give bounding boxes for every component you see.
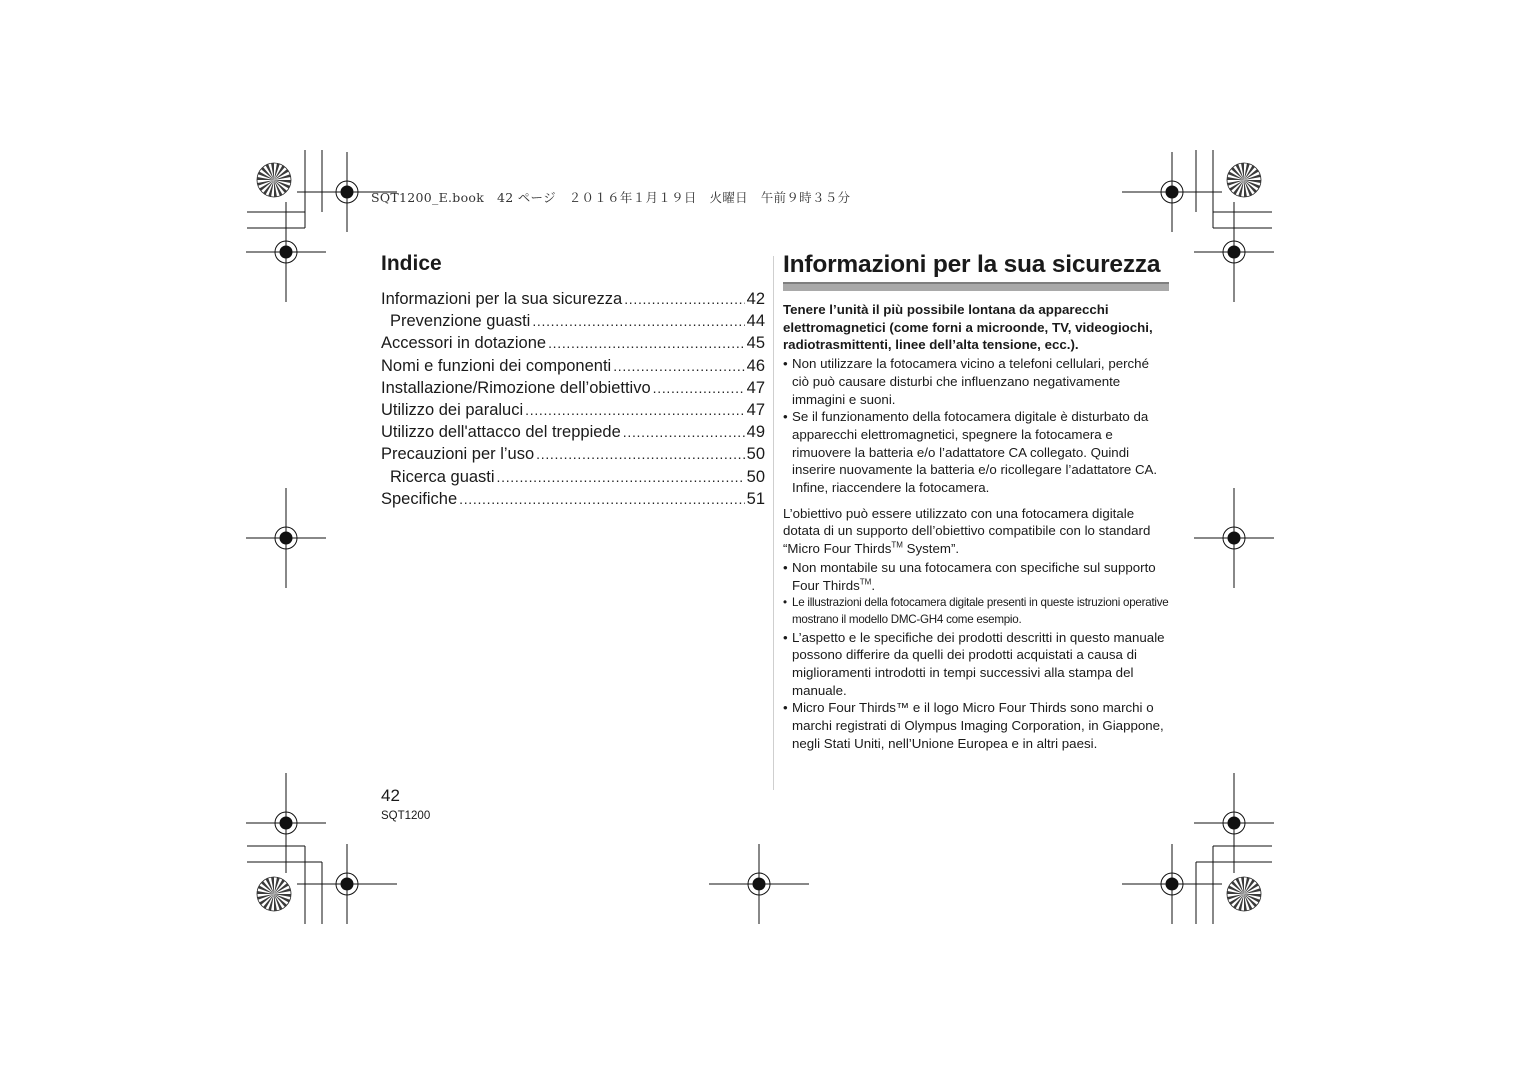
toc-entry-title: Nomi e funzioni dei componenti [381, 356, 612, 375]
toc-entry-page: 44 [746, 312, 765, 331]
bullet-item [783, 408, 1169, 497]
trademark-superscript: TM [891, 540, 903, 550]
bullet-text: Non utilizzare la fotocamera vicino a telefoni cellulari, perché ciò può causare disturbi che influenzano negativamente immagini e suoni. [792, 356, 1149, 407]
toc-entry-title: Precauzioni per l’uso [381, 445, 535, 464]
toc-heading: Indice [381, 252, 442, 275]
toc-entry[interactable] [381, 421, 765, 443]
toc-entry-page: 42 [746, 290, 765, 308]
toc-entry-title: Utilizzo dei paraluci [381, 400, 524, 419]
star-target [257, 877, 291, 911]
toc-entry[interactable] [381, 443, 765, 465]
toc-leader-dots [548, 332, 745, 354]
toc-entry-title: Installazione/Rimozione dell’obiettivo [381, 378, 651, 397]
toc-list [381, 288, 765, 510]
toc-leader-dots [613, 355, 744, 377]
document-code: SQT1200 [381, 810, 431, 822]
toc-entry[interactable] [381, 399, 765, 421]
bullet-text: Micro Four Thirds™ e il logo Micro Four Thirds sono marchi o marchi registrati di Olympus Imaging Corporation, in Giappone, negli Stati Uniti, nell’Unione Europea e in altri paesi. [792, 700, 1164, 751]
toc-entry[interactable] [381, 310, 765, 332]
heading-underline-bar [783, 282, 1169, 291]
safety-heading: Informazioni per la sua sicurezza [783, 251, 1161, 278]
toc-entry-page: 50 [746, 467, 765, 486]
registration-target [1194, 202, 1274, 302]
column-divider [773, 256, 774, 790]
bullet-dot: • [783, 700, 788, 716]
toc-leader-dots [623, 421, 745, 443]
toc-leader-dots [536, 443, 744, 465]
toc-entry[interactable] [381, 355, 765, 377]
bullet-text: L’aspetto e le specifiche dei prodotti descritti in questo manuale possono differire da quelli dei prodotti acquistati a causa di miglioramenti introdotti in tempi successivi alla stampa del manuale. [792, 629, 1165, 698]
registration-target [1122, 152, 1222, 232]
toc-entry-page: 50 [746, 445, 765, 464]
toc-entry-page: 46 [746, 356, 765, 375]
toc-entry-page: 51 [746, 489, 765, 508]
table-of-contents [381, 250, 765, 510]
star-target [257, 163, 291, 197]
toc-entry-title: Specifiche [381, 489, 458, 508]
bullet-dot: • [783, 559, 788, 575]
toc-leader-dots [497, 466, 745, 488]
registration-target [1194, 773, 1274, 873]
bullet-dot: • [783, 629, 788, 645]
page-number: 42 [381, 786, 400, 805]
bullet-dot: • [783, 409, 788, 425]
toc-entry-title: Ricerca guasti [390, 467, 495, 486]
toc-entry-page: 45 [746, 334, 765, 353]
notes-bullet-list [783, 559, 1169, 753]
toc-leader-dots [624, 288, 744, 310]
print-header: SQT1200_E.book 42 ページ ２０１６年１月１９日 火曜日 午前９時３５分 [371, 190, 851, 205]
compatibility-paragraph: L’obiettivo può essere utilizzato con una fotocamera digitale dotata di un supporto dell’obiettivo compatibile con lo standard “Micro Four Thirds™ System”. [783, 505, 1151, 557]
toc-leader-dots [532, 310, 744, 332]
toc-entry[interactable] [381, 466, 765, 488]
toc-entry-title: Informazioni per la sua sicurezza [381, 290, 623, 308]
toc-entry-page: 47 [746, 400, 765, 419]
bullet-text: Se il funzionamento della fotocamera digitale è disturbato da apparecchi elettromagnetici, spegnere la fotocamera e rimuovere la batteria e/o l’adattatore CA collegato. Quindi inserire nuovamente la batteria e/o ricollegare l’adattatore CA. Infine, riaccendere la fotocamera. [792, 409, 1158, 496]
registration-target [709, 844, 809, 924]
toc-entry[interactable] [381, 288, 765, 310]
toc-leader-dots [459, 488, 745, 510]
registration-target [246, 202, 326, 302]
emi-bullet-list [783, 355, 1169, 497]
bullet-dot: • [783, 596, 787, 610]
trademark-superscript: TM [859, 577, 872, 587]
registration-target [246, 488, 326, 588]
bullet-item [783, 355, 1169, 408]
bullet-item [783, 629, 1169, 700]
emi-warning: Tenere l’unità il più possibile lontana da apparecchi elettromagnetici (come forni a microonde, TV, videogiochi, radiotrasmittenti, linee dell’alta tensione, ecc.). [783, 302, 1153, 353]
toc-entry[interactable] [381, 377, 765, 399]
toc-entry-page: 47 [746, 378, 765, 397]
bullet-item: • Non montabile su una fotocamera con specifiche sul supporto Four Thirds™. [783, 559, 1156, 593]
toc-entry-title: Utilizzo dell'attacco del treppiede [381, 423, 621, 442]
registration-target [1122, 844, 1222, 924]
registration-target [297, 844, 397, 924]
safety-section [783, 250, 1169, 753]
toc-entry-title: Prevenzione guasti [390, 312, 531, 331]
registration-target [246, 773, 326, 873]
bullet-text: Le illustrazioni della fotocamera digitale presenti in queste istruzioni operative mostrano il modello DMC-GH4 come esempio. [792, 596, 1169, 627]
toc-entry-page: 49 [746, 423, 765, 442]
toc-leader-dots [653, 377, 745, 399]
star-target [1227, 877, 1261, 911]
bullet-dot: • [783, 356, 788, 372]
star-target [1227, 163, 1261, 197]
toc-entry[interactable] [381, 332, 765, 354]
bullet-item [783, 699, 1169, 752]
toc-leader-dots [525, 399, 744, 421]
bullet-item [783, 594, 1169, 628]
toc-entry-title: Accessori in dotazione [381, 334, 547, 353]
registration-target [1194, 488, 1274, 588]
toc-entry[interactable] [381, 488, 765, 510]
